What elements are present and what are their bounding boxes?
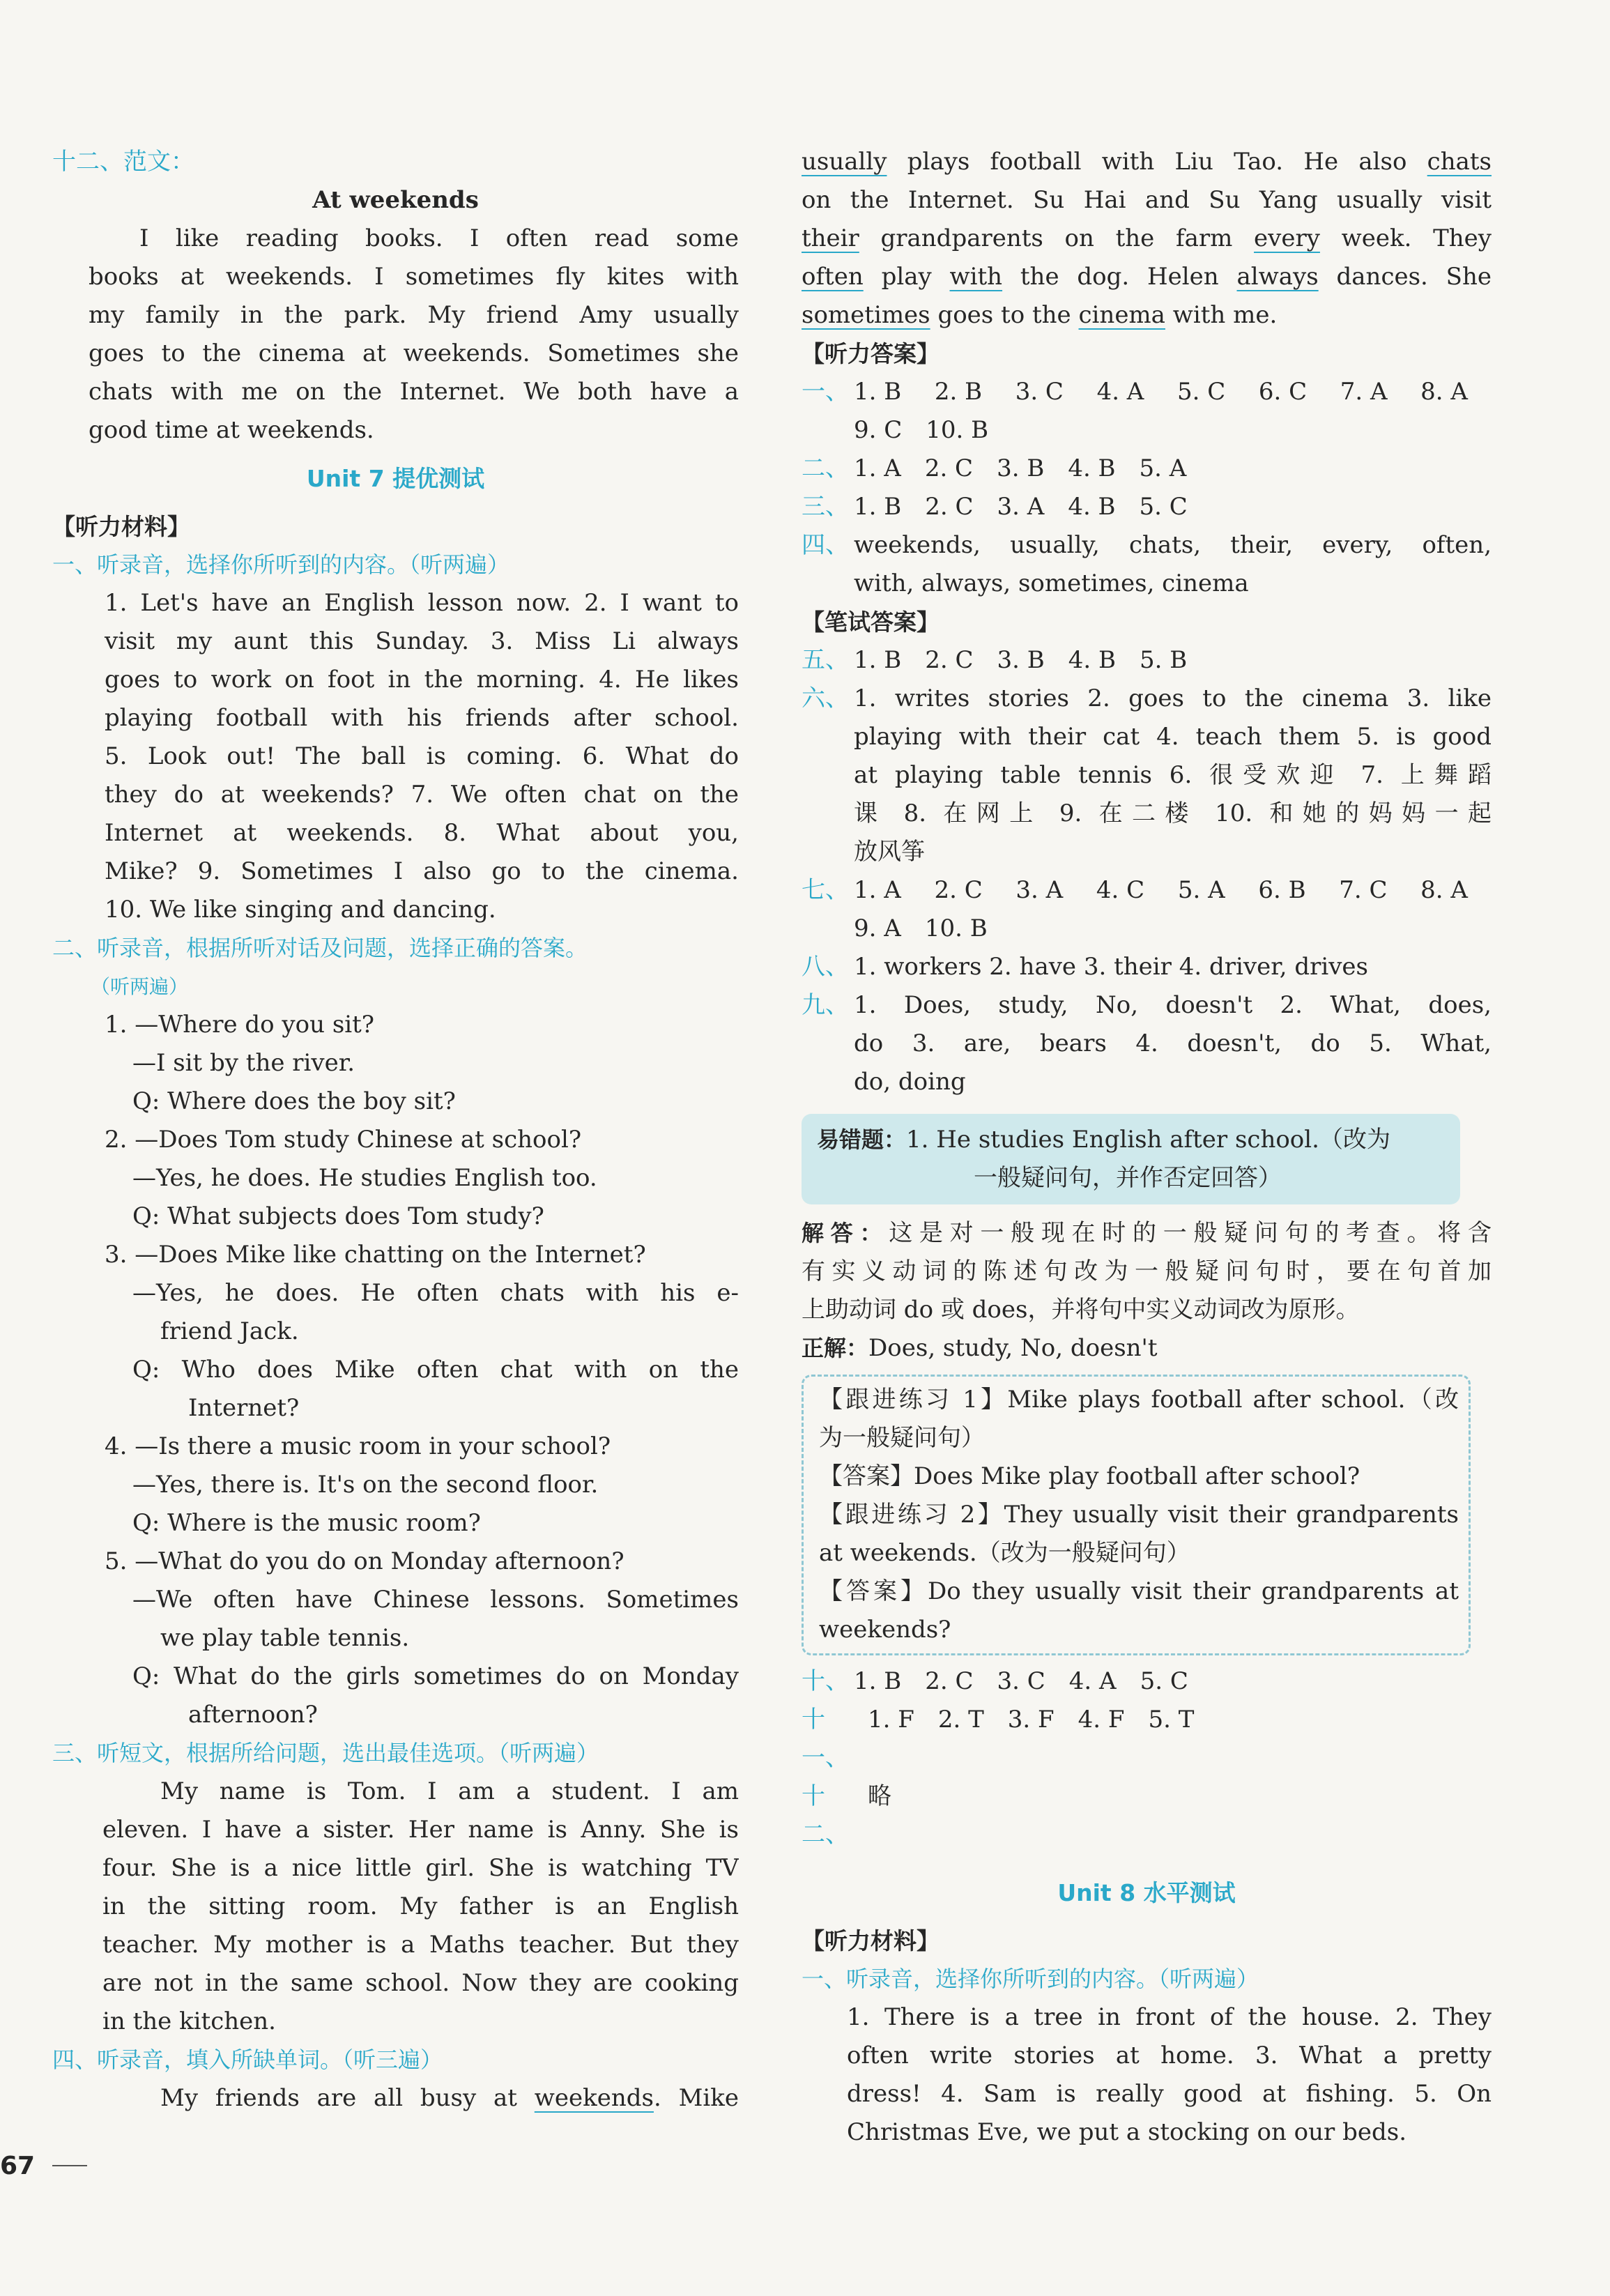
answer-item: 1. F [868, 1706, 914, 1734]
answers-8 [802, 948, 1492, 986]
explain-line [802, 1214, 1492, 1253]
error-question: 1. He studies English after school.（改为 [906, 1126, 1390, 1154]
section-4-heading: 四、听录音，填入所缺单词。（听三遍） [52, 2046, 443, 2073]
u8-section-1-heading: 一、听录音，选择你所听到的内容。（听两遍） [802, 1966, 1259, 1992]
answers-4 [802, 526, 1492, 565]
dialogue-line: Q: What subjects does Tom study? [132, 1202, 544, 1230]
answer-item: 5. B [1139, 646, 1188, 674]
answer-text: 略 [868, 1782, 891, 1810]
essay-title: At weekends [312, 186, 479, 214]
dialogue-line: Q: Who does Mike often chat with on the [132, 1356, 739, 1384]
text-line: in the sitting room. My father is an English [102, 1892, 739, 1920]
filled-word: with [949, 263, 1003, 291]
text-segment: dances. She [1318, 263, 1492, 291]
text-line: 1. There is a tree in front of the house. 2. They [847, 2003, 1492, 2031]
answer-item: 1. A [854, 454, 901, 482]
text-line: they do at weekends? 7. We often chat on the [105, 781, 739, 809]
page-number-dash [52, 2165, 87, 2166]
text-line: Internet at weekends. 8. What about you, [105, 819, 739, 847]
text-line: in the kitchen. [102, 2007, 276, 2035]
answer-item: 1. B [854, 1667, 902, 1695]
section-4-first-line [52, 2079, 739, 2118]
text-segment: play [863, 263, 950, 291]
answer-item: 10. B [924, 914, 988, 942]
answer-item: 4. B [1068, 646, 1116, 674]
dialogue-line: Q: What do the girls sometimes do on Monday [132, 1662, 739, 1690]
answer-item: 2. C [925, 646, 974, 674]
filled-word: always [1236, 263, 1319, 291]
answer-item: 2. T [937, 1706, 984, 1734]
dialogue-line: friend Jack. [160, 1317, 299, 1345]
text-line: 10. We like singing and dancing. [105, 896, 496, 924]
filled-word: chats [1427, 148, 1492, 176]
answer-item: 2. C [924, 454, 974, 482]
dialogue-line: —We often have Chinese lessons. Sometimes [132, 1586, 739, 1614]
unit7-title: Unit 7 提优测试 [306, 465, 485, 492]
answer-item: 5. C [1140, 1667, 1188, 1695]
text-line: My name is Tom. I am a student. I am [160, 1777, 739, 1805]
filled-word: sometimes [802, 301, 930, 329]
text-line: are not in the same school. Now they are cooking [102, 1969, 739, 1997]
section-1-heading: 一、听录音，选择你所听到的内容。（听两遍） [52, 551, 510, 578]
answers-12 [802, 1777, 1492, 1854]
left-column [52, 143, 739, 2118]
answer-item: 1. A [854, 876, 901, 904]
answer-label: 五、 [802, 646, 849, 674]
section-2-heading: 二、听录音，根据所听对话及问题，选择正确的答案。 [52, 935, 588, 961]
dialogue-line: Q: Where is the music room? [132, 1509, 481, 1537]
practice-box [802, 1375, 1471, 1655]
text-line: eleven. I have a sister. Her name is Anny. She is [102, 1816, 739, 1844]
answer-item: 6. C [1258, 378, 1308, 406]
section-3-heading: 三、听短文，根据所给问题，选出最佳选项。（听两遍） [52, 1740, 599, 1766]
text-line: visit my aunt this Sunday. 3. Miss Li always [105, 627, 739, 655]
answer-item: 5. A [1177, 876, 1225, 904]
answer-item: 2. B [934, 378, 983, 406]
dialogue-line: 5. —What do you do on Monday afternoon? [105, 1547, 624, 1575]
dialogue-line: 2. —Does Tom study Chinese at school? [105, 1126, 582, 1154]
text-line: Mike? 9. Sometimes I also go to the cinema. [105, 857, 739, 885]
answers-9 [802, 986, 1492, 1101]
text-line: 1. Let's have an English lesson now. 2. I want to [105, 589, 739, 617]
answer-text: with, always, sometimes, cinema [854, 569, 1249, 597]
text-line: teacher. My mother is a Maths teacher. But they [102, 1931, 739, 1959]
answer-item: 5. C [1139, 493, 1188, 521]
answer-item: 1. B [854, 493, 902, 521]
practice-line: at weekends.（改为一般疑问句） [819, 1539, 1190, 1567]
page-number: 67 [0, 2152, 36, 2180]
correct-text: Does, study, No, doesn't [868, 1334, 1158, 1362]
answer-item: 3. F [1007, 1706, 1055, 1734]
practice-line: 【跟进练习 1】Mike plays football after school.（改 [819, 1386, 1459, 1414]
answer-item: 2. C [925, 493, 974, 521]
answers-3 [802, 488, 1492, 526]
answer-label: 三、 [802, 493, 849, 521]
answer-text: 课 8. 在网上 9. 在二楼 10. 和她的妈妈一起 [854, 799, 1492, 827]
text-line: dress! 4. Sam is really good at fishing. 5. On [847, 2080, 1492, 2108]
answer-text: 1. workers 2. have 3. their 4. driver, drives [854, 953, 1368, 981]
answer-item: 4. A [1068, 1667, 1117, 1695]
answers-7 [802, 871, 1492, 948]
answer-text: 1. writes stories 2. goes to the cinema 3. like [854, 684, 1492, 712]
answer-item: 4. B [1068, 454, 1116, 482]
answer-label: 十二、 [802, 1782, 849, 1849]
error-question-cont: 一般疑问句，并作否定回答） [974, 1164, 1282, 1192]
answer-label: 七、 [802, 876, 849, 904]
answer-text: 1. Does, study, No, doesn't 2. What, does, [854, 991, 1492, 1019]
listening-material-label-2: 【听力材料】 [802, 1927, 940, 1954]
answer-item: 9. C [854, 416, 903, 444]
answer-item: 3. C [997, 1667, 1045, 1695]
answer-item: 3. A [997, 493, 1045, 521]
answer-item: 3. B [997, 646, 1045, 674]
dialogue-line: we play table tennis. [160, 1624, 410, 1652]
answer-item: 4. F [1078, 1706, 1125, 1734]
unit8-title: Unit 8 水平测试 [1057, 1879, 1236, 1906]
answer-item: 3. C [1015, 378, 1064, 406]
essay-line: good time at weekends. [89, 416, 374, 444]
filled-word: cinema [1078, 301, 1165, 329]
answer-item: 7. A [1340, 378, 1388, 406]
section-3-passage [52, 1773, 739, 2041]
answer-label: 二、 [802, 454, 849, 482]
error-prone-box [802, 1114, 1460, 1204]
text-line: often write stories at home. 3. What a pretty [847, 2042, 1492, 2069]
dialogue-line: 4. —Is there a music room in your school? [105, 1432, 611, 1460]
dialogue-line: 3. —Does Mike like chatting on the Internet? [105, 1241, 646, 1269]
error-label: 易错题： [817, 1126, 907, 1153]
text-segment: with me. [1165, 301, 1278, 329]
answer-item: 3. B [997, 454, 1045, 482]
answer-item: 6. B [1258, 876, 1306, 904]
text-segment: week. They [1319, 224, 1492, 252]
passage-line [802, 220, 1492, 258]
filled-passage [802, 143, 1492, 335]
text-segment: the dog. Helen [1002, 263, 1237, 291]
text-segment: on the Internet. Su Hai and Su Yang usually visit [802, 186, 1492, 214]
filled-word: every [1254, 224, 1320, 252]
answer-label: 八、 [802, 953, 849, 981]
answer-text: weekends, usually, chats, their, every, often, [854, 531, 1492, 559]
answer-item: 4. A [1096, 378, 1144, 406]
answer-item: 8. A [1420, 378, 1468, 406]
practice-line: 为一般疑问句） [819, 1424, 985, 1452]
dialogue-line: —Yes, he does. He often chats with his e- [132, 1279, 739, 1307]
answer-label: 一、 [802, 378, 849, 406]
dialogue-line: afternoon? [188, 1701, 318, 1729]
answer-item: 5. C [1176, 378, 1226, 406]
answer-text: do 3. are, bears 4. doesn't, do 5. What, [854, 1030, 1492, 1057]
answer-item: 2. C [925, 1667, 974, 1695]
essay-line: chats with me on the Internet. We both have a [89, 378, 739, 406]
essay-line: goes to the cinema at weekends. Sometimes she [89, 339, 739, 367]
answer-item: 4. C [1096, 876, 1145, 904]
text-segment: goes to the [930, 301, 1079, 329]
answer-item: 8. A [1420, 876, 1468, 904]
dialogue-line: —I sit by the river. [132, 1049, 355, 1077]
answer-item: 5. T [1148, 1706, 1195, 1734]
answer-label: 十、 [802, 1667, 849, 1695]
dialogue-line: —Yes, he does. He studies English too. [132, 1164, 597, 1192]
answer-text: 放风筝 [854, 838, 925, 866]
explain-line: 上助动词 do 或 does，并将句中实义动词改为原形。 [802, 1296, 1360, 1324]
section-2-dialogues [52, 1006, 739, 1734]
answer-item: 7. C [1339, 876, 1388, 904]
text-segment: grandparents on the farm [859, 224, 1255, 252]
filled-word: usually [802, 148, 887, 176]
answers-11 [802, 1701, 1492, 1777]
answers-2 [802, 450, 1492, 488]
answer-item: 3. A [1015, 876, 1064, 904]
text-segment: . Mike [653, 2084, 739, 2112]
section-2-heading-note: （听两遍） [91, 975, 189, 998]
essay-line: I like reading books. I often read some [139, 224, 739, 252]
listening-material-label: 【听力材料】 [52, 513, 190, 540]
correct-label: 正解： [802, 1335, 869, 1361]
dialogue-line: Q: Where does the boy sit? [132, 1087, 456, 1115]
answer-label: 四、 [802, 531, 849, 559]
listening-answer-label: 【听力答案】 [802, 340, 940, 367]
filled-word: often [802, 263, 864, 291]
passage-line [802, 296, 1492, 335]
section-12-label: 十二、范文： [52, 148, 194, 176]
answer-item: 5. A [1139, 454, 1187, 482]
answers-6 [802, 680, 1492, 871]
practice-line: 【答案】Does Mike play football after school? [819, 1462, 1360, 1490]
practice-line: weekends? [819, 1616, 951, 1644]
essay-line: books at weekends. I sometimes fly kites with [89, 263, 739, 291]
answer-text: playing with their cat 4. teach them 5. is good [854, 723, 1492, 751]
answers-1 [802, 373, 1492, 450]
explain-text: 这是对一般现在时的一般疑问句的考查。将含 [889, 1219, 1492, 1247]
answer-label: 六、 [802, 684, 849, 712]
text-line: playing football with his friends after school. [105, 704, 739, 732]
answer-label: 十一、 [802, 1706, 849, 1772]
answer-item: 1. B [854, 378, 902, 406]
explain-label: 解答： [802, 1220, 889, 1246]
passage-line [802, 258, 1492, 296]
answer-text: at playing table tennis 6. 很受欢迎 7. 上舞蹈 [854, 761, 1492, 789]
filled-word: their [802, 224, 859, 252]
answers-10 [802, 1662, 1492, 1701]
practice-line: 【答案】Do they usually visit their grandparents at [819, 1577, 1459, 1605]
answer-label: 九、 [802, 991, 849, 1019]
essay-line: my family in the park. My friend Amy usually [89, 301, 739, 329]
dialogue-line: Internet? [188, 1394, 300, 1422]
text-segment: My friends are all busy at [160, 2084, 517, 2112]
section-1-text [52, 584, 739, 929]
text-segment: plays football with Liu Tao. He also [887, 148, 1427, 176]
explain-line: 有实义动词的陈述句改为一般疑问句时，要在句首加 [802, 1257, 1492, 1285]
written-answer-label: 【笔试答案】 [802, 609, 940, 636]
dialogue-line: —Yes, there is. It's on the second floor. [132, 1471, 599, 1499]
blank-answer: weekends [534, 2084, 654, 2112]
answer-item: 4. B [1068, 493, 1116, 521]
text-line: goes to work on foot in the morning. 4. He likes [105, 666, 739, 694]
answer-item: 1. B [854, 646, 902, 674]
answer-item: 2. C [934, 876, 983, 904]
text-line: Christmas Eve, we put a stocking on our beds. [847, 2118, 1407, 2146]
answers-5 [802, 641, 1492, 680]
passage-line [802, 181, 1492, 220]
dialogue-line: 1. —Where do you sit? [105, 1011, 375, 1039]
practice-line: 【跟进练习 2】They usually visit their grandparents [819, 1501, 1459, 1529]
answer-text: do, doing [854, 1068, 966, 1096]
answer-item: 9. A [854, 914, 901, 942]
text-line: four. She is a nice little girl. She is watching TV [102, 1854, 739, 1882]
passage-line [802, 143, 1492, 181]
text-line: 5. Look out! The ball is coming. 6. What do [105, 742, 739, 770]
right-column [802, 143, 1492, 2152]
answer-item: 10. B [926, 416, 989, 444]
